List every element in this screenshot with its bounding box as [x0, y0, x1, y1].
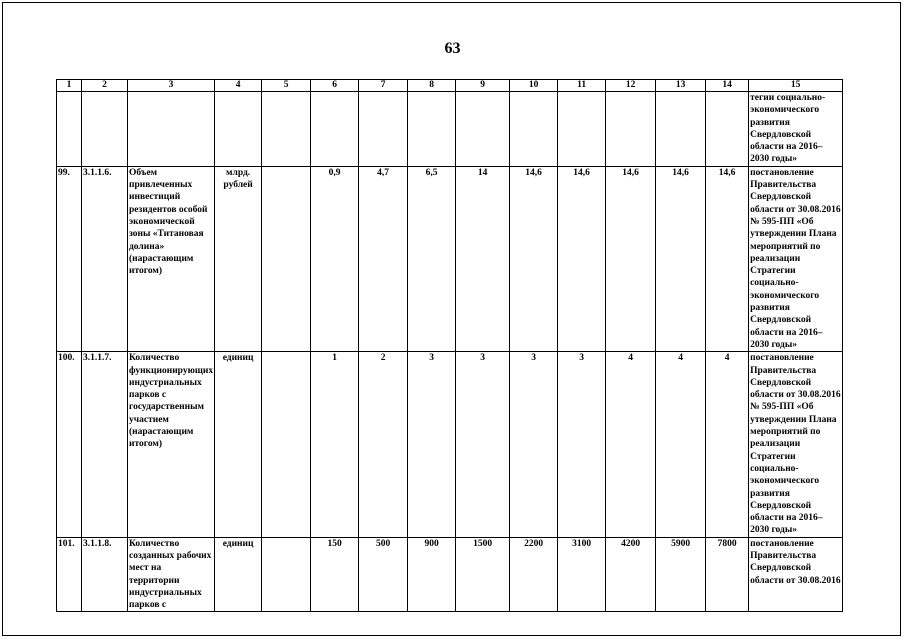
- column-header: 2: [82, 80, 128, 92]
- row-col5: [262, 537, 311, 612]
- column-header: 3: [128, 80, 215, 92]
- row-number: 99.: [57, 166, 82, 351]
- row-value: 4200: [606, 537, 656, 612]
- row-value: 4: [606, 352, 656, 537]
- row-name: Количество функционирующих индустриальных парков с государственным участием (нарастающим итогом): [128, 352, 215, 537]
- row-value: 14,6: [656, 166, 706, 351]
- indicators-table: [56, 79, 843, 612]
- row-value: [558, 92, 606, 167]
- row-number: [57, 92, 82, 167]
- table-row: [57, 92, 843, 167]
- row-value: 14: [456, 166, 510, 351]
- row-source: постановление Правительства Свердловской области от 30.08.2016 № 595-ПП «Об утверждении Плана мероприятий по реализации Стратегии социально-экономического развития Свердловской области на 2016–2030 годы»: [750, 353, 841, 536]
- row-unit: млрд. рублей: [215, 166, 262, 351]
- column-header: 15: [749, 80, 843, 92]
- row-value: 2200: [510, 537, 558, 612]
- row-number: 101.: [57, 537, 82, 612]
- row-value: 4: [656, 352, 706, 537]
- row-value: 3: [558, 352, 606, 537]
- row-col5: [262, 92, 311, 167]
- row-name: Количество созданных рабочих мест на территории индустриальных парков с: [128, 537, 215, 612]
- row-value: 3: [510, 352, 558, 537]
- column-header: 13: [656, 80, 706, 92]
- row-col5: [262, 166, 311, 351]
- row-value: 150: [311, 537, 359, 612]
- row-value: 4: [706, 352, 749, 537]
- row-name: Объем привлеченных инвестиций резидентов особой экономической зоны «Титановая долина» (нарастающим итогом): [128, 166, 215, 351]
- row-source: постановление Правительства Свердловской области от 30.08.2016 № 595-ПП «Об утверждении Плана мероприятий по реализации Стратегии социально-экономического развития Свердловской области на 2016–2030 годы»: [750, 167, 841, 350]
- row-value: 3: [456, 352, 510, 537]
- row-unit: единиц: [215, 352, 262, 537]
- row-source: тегии социально-экономического развития Свердловской области на 2016–2030 годы»: [749, 92, 843, 167]
- column-header: 10: [510, 80, 558, 92]
- row-value: [656, 92, 706, 167]
- row-col5: [262, 352, 311, 537]
- table-row: [57, 166, 843, 351]
- column-header: 4: [215, 80, 262, 92]
- row-value: 2: [359, 352, 408, 537]
- column-header: 8: [408, 80, 456, 92]
- row-source: постановление Правительства Свердловской области от 30.08.2016: [749, 537, 843, 612]
- row-value: [510, 92, 558, 167]
- row-value: 900: [408, 537, 456, 612]
- row-value: 14,6: [606, 166, 656, 351]
- column-header: 1: [57, 80, 82, 92]
- row-value: 6,5: [408, 166, 456, 351]
- row-value: 4,7: [359, 166, 408, 351]
- row-value: 14,6: [706, 166, 749, 351]
- row-unit: единиц: [215, 537, 262, 612]
- table-header-row: [57, 80, 843, 92]
- column-header: 5: [262, 80, 311, 92]
- row-value: 500: [359, 537, 408, 612]
- column-header: 11: [558, 80, 606, 92]
- row-value: [456, 92, 510, 167]
- row-value: [606, 92, 656, 167]
- column-header: 14: [706, 80, 749, 92]
- table-row: [57, 537, 843, 612]
- row-name: [128, 92, 215, 167]
- row-code: [82, 92, 128, 167]
- row-number: 100.: [57, 352, 82, 537]
- row-value: [359, 92, 408, 167]
- row-unit: [215, 92, 262, 167]
- row-value: 3100: [558, 537, 606, 612]
- row-code: 3.1.1.7.: [82, 352, 128, 537]
- row-value: 7800: [706, 537, 749, 612]
- page-number: 63: [444, 40, 461, 57]
- row-value: [311, 92, 359, 167]
- row-value: 14,6: [510, 166, 558, 351]
- row-value: [408, 92, 456, 167]
- column-header: 9: [456, 80, 510, 92]
- row-value: 3: [408, 352, 456, 537]
- row-value: [706, 92, 749, 167]
- row-value: 5900: [656, 537, 706, 612]
- column-header: 12: [606, 80, 656, 92]
- row-code: 3.1.1.8.: [82, 537, 128, 612]
- column-header: 6: [311, 80, 359, 92]
- column-header: 7: [359, 80, 408, 92]
- row-value: 14,6: [558, 166, 606, 351]
- row-value: 0,9: [311, 166, 359, 351]
- table-row: [57, 352, 843, 537]
- row-value: 1500: [456, 537, 510, 612]
- row-code: 3.1.1.6.: [82, 166, 128, 351]
- row-value: 1: [311, 352, 359, 537]
